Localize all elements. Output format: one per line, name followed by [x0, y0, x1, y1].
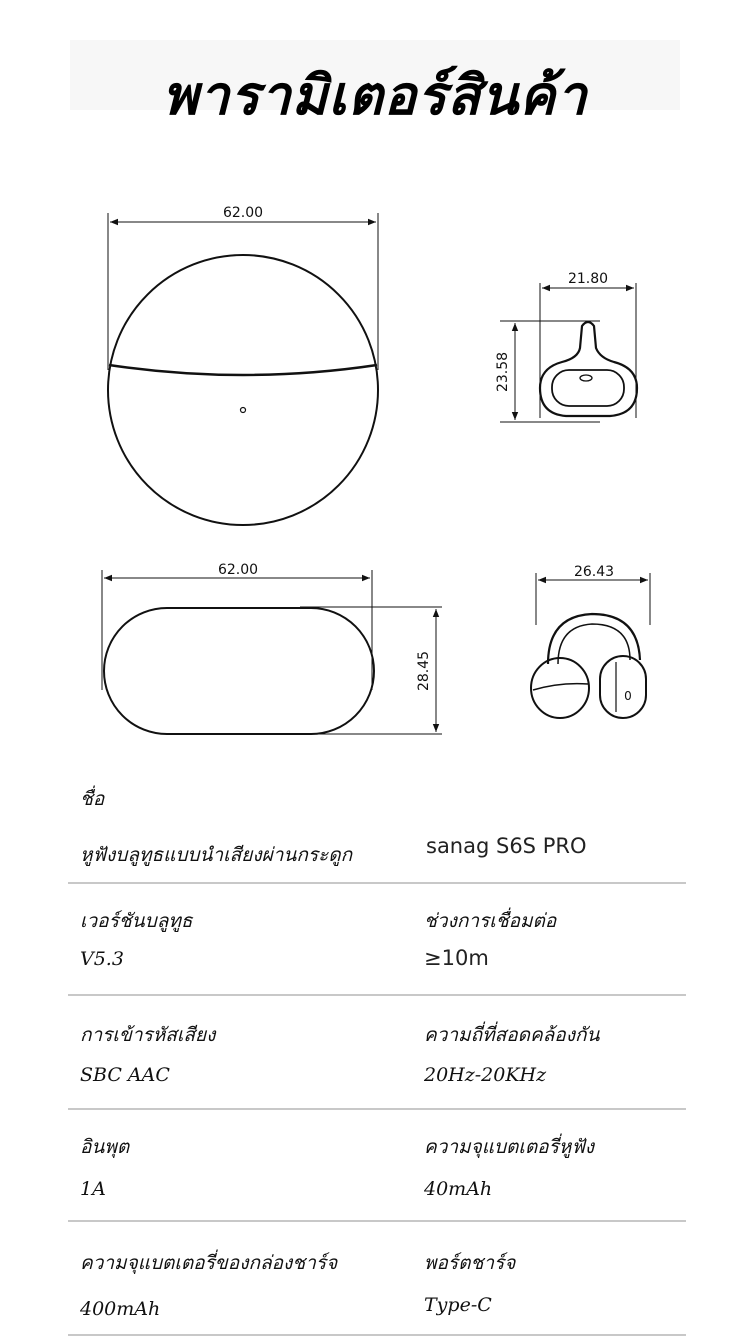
page-title: พารามิเตอร์สินค้า: [162, 63, 588, 127]
spec-value: 400mAh: [80, 1298, 161, 1320]
spec-row-name: [68, 770, 686, 884]
spec-row-codec: [68, 996, 686, 1110]
spec-label: การเข้ารหัสเสียง: [80, 1024, 216, 1046]
spec-value: 20Hz-20KHz: [424, 1064, 547, 1086]
case-top-width-label: 62.00: [222, 205, 264, 221]
earbud-side-height-label: 23.58: [495, 351, 511, 393]
case-front-width-label: 62.00: [217, 562, 259, 578]
earbud-side-view: [500, 283, 637, 422]
spec-label: ความจุแบตเตอรี่ของกล่องชาร์จ: [80, 1252, 338, 1274]
spec-value: ≥10m: [424, 946, 489, 970]
spec-label: ชื่อ: [80, 788, 105, 810]
spec-label: พอร์ตชาร์จ: [424, 1252, 516, 1274]
spec-value: 40mAh: [424, 1178, 493, 1200]
spec-table: [68, 770, 686, 1336]
case-top-view: [108, 213, 378, 525]
case-indicator-dot: [241, 408, 246, 413]
case-front-view: [102, 570, 442, 734]
earbuds-pair-view: [531, 573, 650, 718]
earbud-side-width-label: 21.80: [567, 271, 609, 287]
spec-label: เวอร์ชันบลูทูธ: [80, 910, 193, 932]
spec-value: SBC AAC: [80, 1064, 170, 1086]
spec-value: หูฟังบลูทูธแบบนำเสียงผ่านกระดูก: [80, 844, 353, 866]
spec-value: V5.3: [80, 948, 124, 970]
spec-label: ช่วงการเชื่อมต่อ: [424, 910, 557, 932]
spec-label: ความจุแบตเตอรี่หูฟัง: [424, 1136, 595, 1158]
spec-row-bluetooth: [68, 884, 686, 996]
case-front-height-label: 28.45: [416, 650, 432, 692]
spec-value: 1A: [80, 1178, 106, 1200]
spec-label: ความถี่ที่สอดคล้องกัน: [424, 1024, 600, 1046]
spec-row-input: [68, 1110, 686, 1222]
spec-row-case-battery: [68, 1222, 686, 1336]
earbuds-pair-width-label: 26.43: [573, 564, 615, 580]
earbud-marking: 0: [624, 689, 632, 703]
spec-value: Type-C: [424, 1294, 492, 1316]
spec-label: อินพุต: [80, 1136, 130, 1158]
spec-value: sanag S6S PRO: [426, 834, 587, 858]
